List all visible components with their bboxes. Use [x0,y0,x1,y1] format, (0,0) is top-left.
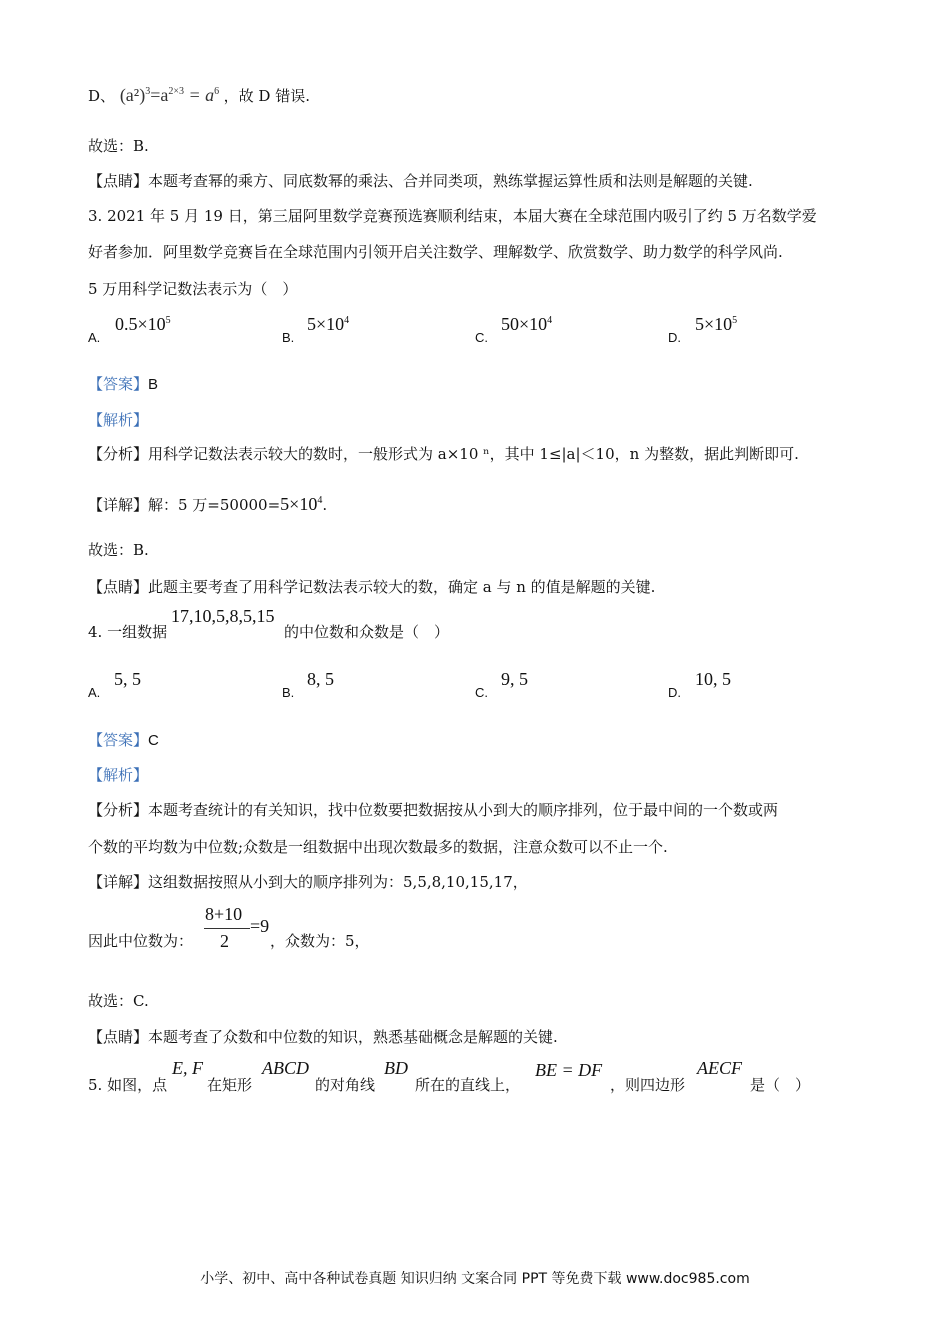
option-d-explanation [88,84,310,107]
exp: 5 [732,315,738,326]
q5-p5: ，则四边形 [610,1076,686,1094]
q4-option-c-letter: C. [475,685,488,700]
q5-m3: BD [384,1058,408,1078]
answer-value: B [148,376,159,393]
q4-fenxi-2: 个数的平均数为中位数;众数是一组数据中出现次数最多的数据，注意众数可以不止一个. [88,838,668,856]
q3-jiexi: 【解析】 [88,411,149,429]
base: 50×10 [501,314,548,334]
q4-option-d-letter: D. [668,685,681,700]
exp: 4 [344,315,350,326]
base: 5×10 [307,314,345,334]
q4-frac-bar [204,928,250,929]
q4-option-d-value: 10, 5 [695,669,731,689]
q3-option-c-value [501,314,552,335]
q4-data: 17,10,5,8,5,15 [171,606,275,626]
q5-m1: E, F [172,1058,203,1078]
dianjing-1: 【点睛】本题考查幂的乘方、同底数幂的乘法、合并同类项，熟练掌握运算性质和法则是解题的关键. [88,172,753,190]
q3-option-b-value [307,314,349,335]
exp: 4 [547,315,553,326]
q4-frac-den: 2 [220,931,229,951]
q3-fenxi: 【分析】用科学记数法表示较大的数时，一般形式为 a×10 ⁿ，其中 1≤|a|＜10，n 为整数，据此判断即可. [88,445,799,463]
q3-line1: 3. 2021 年 5 月 19 日，第三届阿里数学竞赛预选赛顺利结束，本届大赛在全球范围内吸引了约 5 万名数学爱 [88,207,817,225]
q3-dianjing: 【点睛】此题主要考查了用科学记数法表示较大的数，确定 a 与 n 的值是解题的关键. [88,578,656,596]
q5-p6: 是（ ） [750,1076,811,1094]
choose-b-1: 故选：B. [88,137,149,155]
q3-option-b-letter: B. [282,330,295,345]
q4-option-b-value: 8, 5 [307,669,334,689]
q4-option-c-value: 9, 5 [501,669,528,689]
q4-option-a-letter: A. [88,685,101,700]
q5-m4: BE = DF [535,1060,603,1080]
q5-m5: AECF [697,1058,742,1078]
expr [280,494,322,514]
q3-answer [88,373,158,396]
q4-xiangjie: 【详解】这组数据按照从小到大的顺序排列为：5,5,8,10,15,17， [88,873,528,891]
q5-p3: 的对角线 [315,1076,376,1094]
label: D、 [88,87,116,105]
q4-option-b-letter: B. [282,685,295,700]
base: 0.5×10 [115,314,166,334]
q4-stem [88,621,167,643]
q5-m2: ABCD [262,1058,309,1078]
q3-option-a-value [115,314,171,335]
prefix: 4. 一组数据 [88,623,168,641]
expr-exp: 4 [317,495,323,506]
q3-choose: 故选：B. [88,541,149,559]
answer-tag: 【答案】 [88,375,149,393]
q4-frac-num: 8+10 [205,904,243,924]
q4-median-suffix: ，众数为：5， [270,932,370,950]
q4-frac-eq: =9 [250,916,270,936]
q4-suffix: 的中位数和众数是（ ） [284,623,450,641]
q3-option-d-letter: D. [668,330,681,345]
expr-exp3: 6 [214,86,220,97]
exp: 5 [165,315,171,326]
q4-median-prefix: 因此中位数为： [88,932,194,950]
q3-line3: 5 万用科学记数法表示为（ ） [88,280,298,298]
q4-option-a-value: 5, 5 [114,669,141,689]
q4-choose: 故选：C. [88,992,149,1010]
expr-exp2: 2×3 [168,86,184,97]
q3-option-d-value [695,314,737,335]
expr-exp: 3 [145,86,151,97]
q3-option-c-letter: C. [475,330,488,345]
expr-eq: = a [188,85,215,105]
q4-dianjing: 【点睛】本题考查了众数和中位数的知识，熟悉基础概念是解题的关键. [88,1028,558,1046]
q3-option-a-letter: A. [88,330,101,345]
expr-a: (a²) [119,85,146,105]
q4-fenxi-1: 【分析】本题考查统计的有关知识，找中位数要把数据按从小到大的顺序排列，位于最中间的一个数或两 [88,801,779,819]
expr-mid: =a [150,85,169,105]
q5-p1: 5. 如图，点 [88,1076,168,1094]
q3-xiangjie [88,493,327,516]
q5-p4: 所在的直线上， [415,1076,521,1094]
answer-value: C [148,732,159,749]
expr [120,85,224,105]
q3-line2: 好者参加．阿里数学竞赛旨在全球范围内引领开启关注数学、理解数学、欣赏数学、助力数学的科学风尚. [88,243,783,261]
answer-tag: 【答案】 [88,731,149,749]
expr-base: 5×10 [280,494,318,514]
base: 5×10 [695,314,733,334]
prefix: 【详解】解：5 万=50000= [88,496,281,514]
footer: 小学、初中、高中各种试卷真题 知识归纳 文案合同 PPT 等免费下载 www.doc985.com [200,1271,750,1287]
q4-jiexi: 【解析】 [88,766,149,784]
q5-p2: 在矩形 [207,1076,253,1094]
q4-answer [88,729,159,752]
suffix: . [322,496,328,514]
tail: ，故 D 错误. [223,87,310,105]
